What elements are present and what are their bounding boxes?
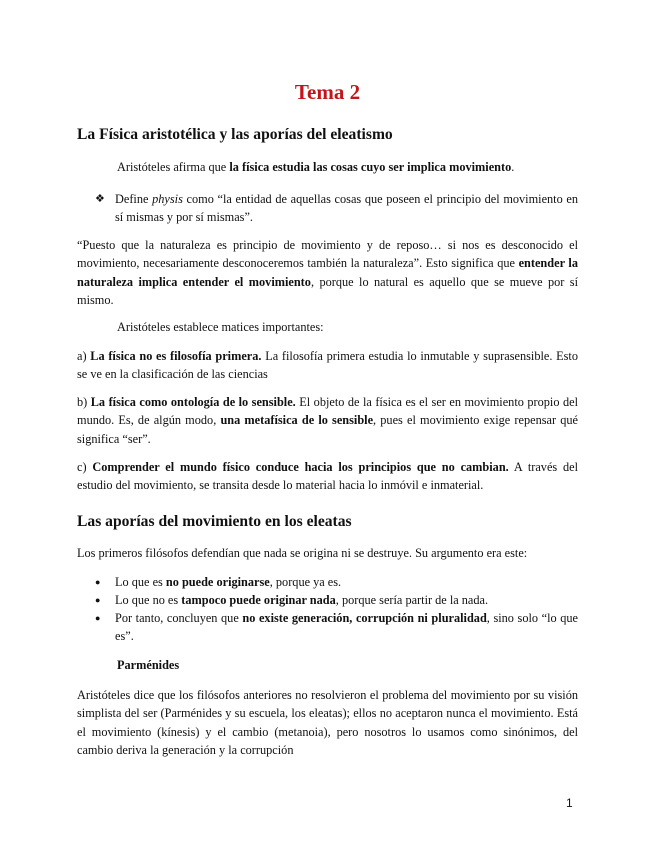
physis-term: physis <box>152 192 183 206</box>
list-item: ● Por tanto, concluyen que no existe generación, corrupción ni pluralidad, sino solo “lo que es”. <box>95 611 578 644</box>
item-c-paragraph: c) Comprender el mundo físico conduce hacia los principios que no cambian. A través del estudio del movimiento, se transita desde lo material hacia lo inmóvil e inmaterial. <box>77 460 578 493</box>
quote-paragraph: “Puesto que la naturaleza es principio de movimiento y de reposo… si nos es desconocido el movimiento, necesariamente desconoceremos también la naturaleza”. Esto significa que entender la naturaleza implica entender el movimiento, porque lo natural es aquello que se mueve por sí mismo. <box>77 238 578 308</box>
quote-bold: entender la naturaleza implica entender el movimiento <box>77 256 578 289</box>
diamond-bullet-icon: ❖ <box>95 193 105 205</box>
intro-text: Aristóteles afirma que <box>117 160 230 174</box>
eleatas-intro-paragraph: Los primeros filósofos defendían que nada se origina ni se destruye. Su argumento era este: <box>77 546 528 560</box>
intro-bold: la física estudia las cosas cuyo ser implica movimiento <box>229 160 512 174</box>
document-title: Tema 2 <box>294 80 361 104</box>
section-heading-eleatas: Las aporías del movimiento en los eleatas <box>77 513 352 530</box>
list-item: ● Lo que es no puede originarse, porque ya es. <box>95 573 578 591</box>
bullet-dot-icon: ● <box>95 595 101 605</box>
closing-paragraph: Aristóteles dice que los filósofos anteriores no resolvieron el problema del movimiento por su visión simplista del ser (Parménides y su escuela, los eleatas); ellos no aceptaron nunca el movimiento. Está el movimiento (kínesis) y el cambio (metanoia), pero nosotros lo usamos como sinónimos, del cambio deriva la generación y la corrupción <box>77 688 578 758</box>
bullet-dot-icon: ● <box>95 577 101 587</box>
item-b-paragraph: b) La física como ontología de lo sensible. El objeto de la física es el ser en movimiento propio del mundo. Es, de algún modo, una metafísica de lo sensible, pues el movimiento exige repensar qué significa “ser”. <box>77 395 578 446</box>
define-physis-bullet <box>95 190 578 227</box>
subheading-parmenides: Parménides <box>117 658 180 672</box>
bullet-dot-icon: ● <box>95 613 101 623</box>
matices-paragraph: Aristóteles establece matices importantes: <box>117 320 324 334</box>
intro-end: . <box>511 160 515 174</box>
section-heading-physics: La Física aristotélica y las aporías del eleatismo <box>77 126 393 143</box>
page-number: 1 <box>566 796 573 810</box>
item-a-paragraph: a) La física no es filosofía primera. La filosofía primera estudia lo inmutable y suprasensible. Esto se ve en la clasificación de las ciencias <box>77 349 578 382</box>
define-physis-text: Define physis como “la entidad de aquellas cosas que poseen el principio del movimiento en sí mismas y por sí mismas”. <box>115 192 579 225</box>
list-item: ● Lo que no es tampoco puede originar nada, porque sería partir de la nada. <box>95 591 578 609</box>
intro-paragraph <box>77 158 578 176</box>
